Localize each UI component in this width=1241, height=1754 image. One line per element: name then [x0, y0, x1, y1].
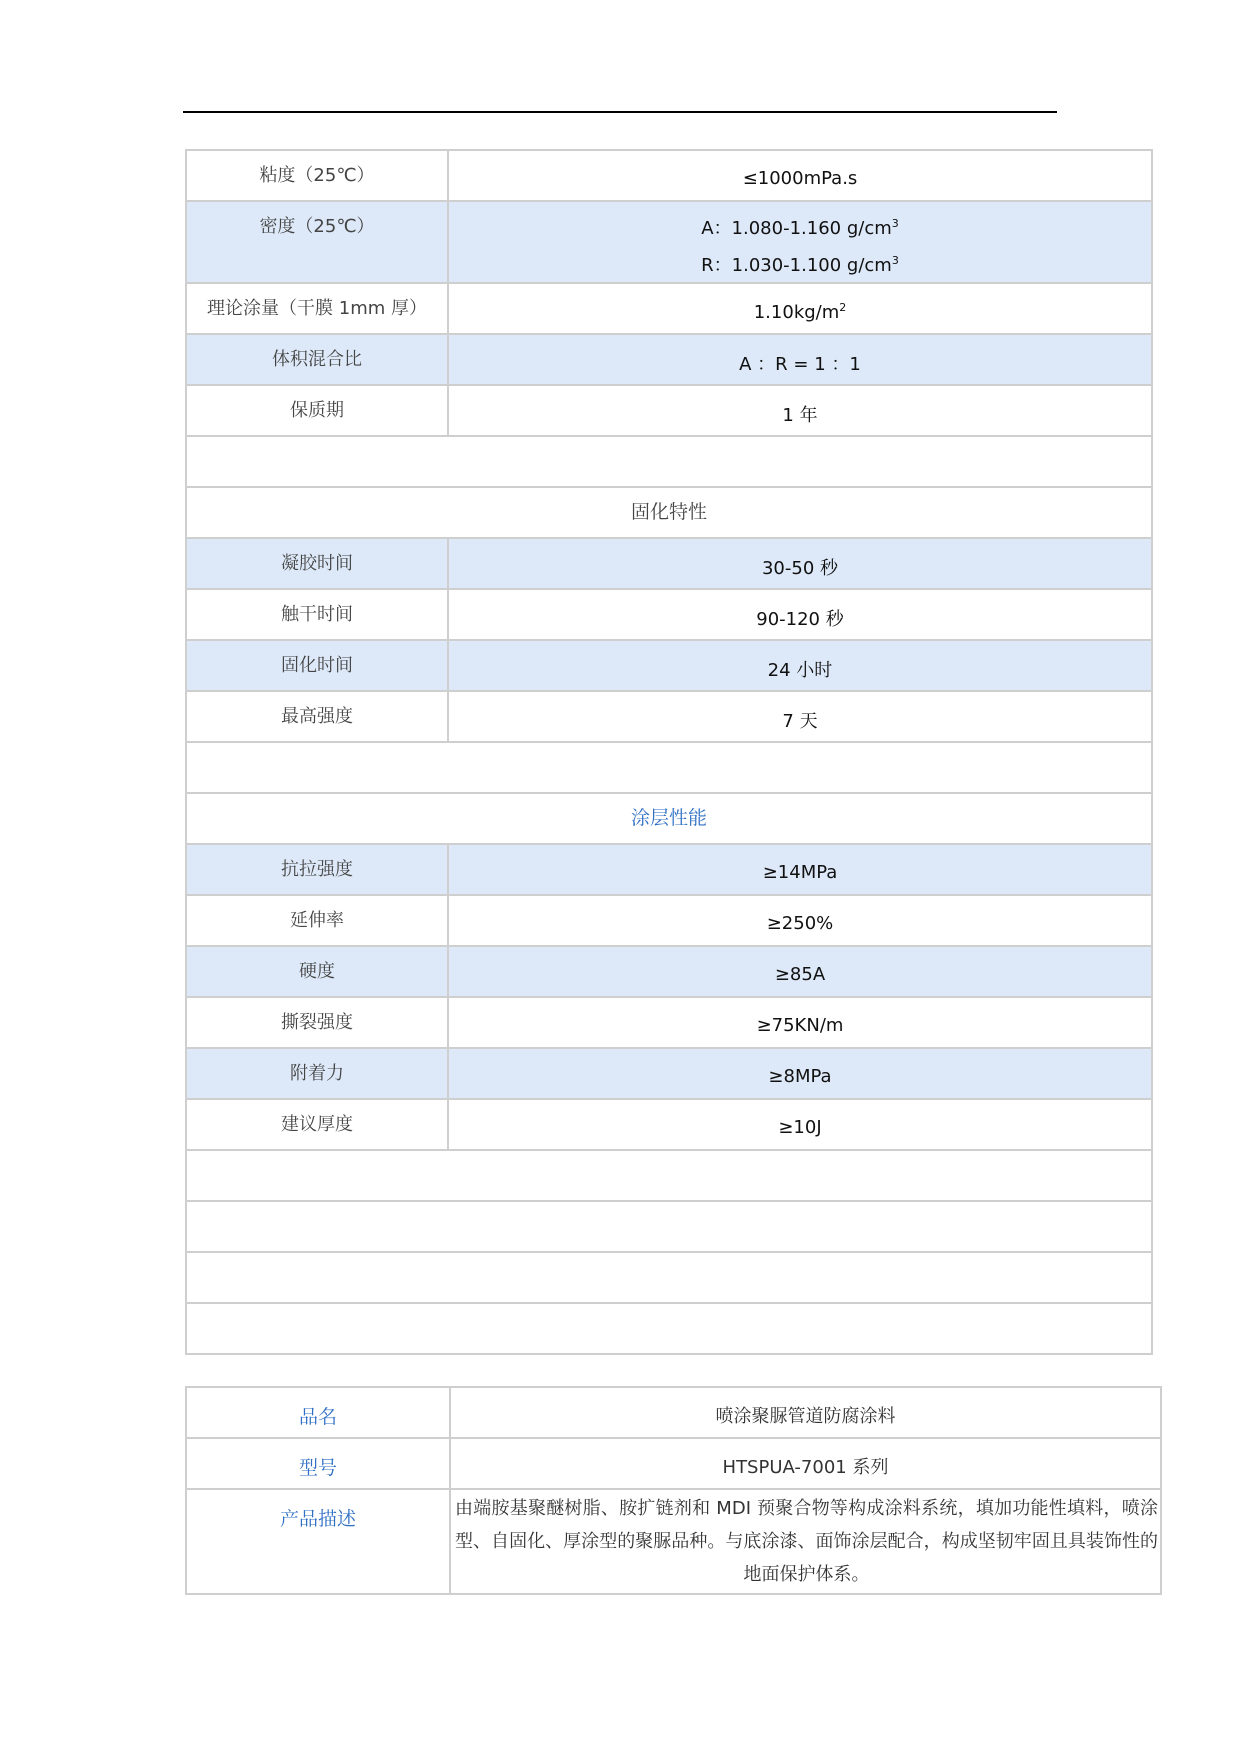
empty-row	[186, 1201, 1152, 1252]
row-value: ≥250%	[448, 895, 1152, 946]
row-value: 24 小时	[448, 640, 1152, 691]
superscript: 2	[839, 300, 847, 314]
row-value: 1 年	[448, 385, 1152, 436]
table-row	[186, 844, 1152, 895]
section-row	[186, 793, 1152, 844]
table-row	[186, 538, 1152, 589]
row-value: ≥75KN/m	[448, 997, 1152, 1048]
spec-table	[185, 149, 1153, 1355]
table-row	[186, 1099, 1152, 1150]
section-title-curing: 固化特性	[186, 487, 1152, 538]
density-r: R：1.030-1.100 g/cm	[701, 255, 892, 276]
description-label: 产品描述	[186, 1489, 450, 1594]
row-label: 附着力	[186, 1048, 448, 1099]
table-row	[186, 997, 1152, 1048]
table-row	[186, 283, 1152, 334]
empty-row	[186, 436, 1152, 487]
row-label: 最高强度	[186, 691, 448, 742]
empty-cell	[186, 1150, 1152, 1201]
table-row	[186, 691, 1152, 742]
section-row	[186, 487, 1152, 538]
row-value: 7 天	[448, 691, 1152, 742]
empty-cell	[186, 742, 1152, 793]
row-label: 抗拉强度	[186, 844, 448, 895]
empty-row	[186, 1303, 1152, 1354]
row-value: ≥8MPa	[448, 1048, 1152, 1099]
product-name-label: 品名	[186, 1387, 450, 1438]
table-row	[186, 385, 1152, 436]
row-value: 90-120 秒	[448, 589, 1152, 640]
row-label: 体积混合比	[186, 334, 448, 385]
table-row	[186, 1489, 1161, 1594]
table-row	[186, 589, 1152, 640]
empty-row	[186, 742, 1152, 793]
row-label: 建议厚度	[186, 1099, 448, 1150]
section-title-coating: 涂层性能	[186, 793, 1152, 844]
row-label: 触干时间	[186, 589, 448, 640]
row-value: A ：R = 1 ：1	[448, 334, 1152, 385]
empty-cell	[186, 1201, 1152, 1252]
row-label: 硬度	[186, 946, 448, 997]
table-row	[186, 895, 1152, 946]
table-row	[186, 1438, 1161, 1489]
row-label: 保质期	[186, 385, 448, 436]
row-label: 固化时间	[186, 640, 448, 691]
row-label: 密度（25℃）	[186, 201, 448, 283]
model-value: HTSPUA-7001 系列	[450, 1438, 1161, 1489]
description-value: 由端胺基聚醚树脂、胺扩链剂和 MDI 预聚合物等构成涂料系统，填加功能性填料，喷涂型、自固化、厚涂型的聚脲品种。与底涂漆、面饰涂层配合，构成坚韧牢固且具装饰性的地面保护体系。	[450, 1489, 1161, 1594]
coverage-value: 1.10kg/m	[753, 301, 840, 323]
empty-row	[186, 1150, 1152, 1201]
table-row	[186, 150, 1152, 201]
table-row	[186, 1387, 1161, 1438]
density-a: A：1.080-1.160 g/cm	[701, 218, 892, 239]
empty-cell	[186, 1252, 1152, 1303]
row-label: 凝胶时间	[186, 538, 448, 589]
row-label: 理论涂量（干膜 1mm 厚）	[186, 283, 448, 334]
model-label: 型号	[186, 1438, 450, 1489]
row-value: ≥14MPa	[448, 844, 1152, 895]
header-rule	[183, 111, 1057, 113]
table-row	[186, 640, 1152, 691]
row-label: 撕裂强度	[186, 997, 448, 1048]
empty-row	[186, 1252, 1152, 1303]
product-info-table	[185, 1386, 1162, 1595]
row-value: ≤1000mPa.s	[448, 150, 1152, 201]
row-value	[448, 201, 1152, 283]
table-row	[186, 334, 1152, 385]
empty-cell	[186, 436, 1152, 487]
table-row	[186, 946, 1152, 997]
superscript: 3	[891, 254, 899, 267]
row-value: ≥10J	[448, 1099, 1152, 1150]
superscript: 3	[891, 217, 899, 230]
table-row	[186, 201, 1152, 283]
table-row	[186, 1048, 1152, 1099]
row-value	[448, 283, 1152, 334]
row-value: ≥85A	[448, 946, 1152, 997]
row-value: 30-50 秒	[448, 538, 1152, 589]
row-label: 延伸率	[186, 895, 448, 946]
product-name-value: 喷涂聚脲管道防腐涂料	[450, 1387, 1161, 1438]
empty-cell	[186, 1303, 1152, 1354]
row-label: 粘度（25℃）	[186, 150, 448, 201]
